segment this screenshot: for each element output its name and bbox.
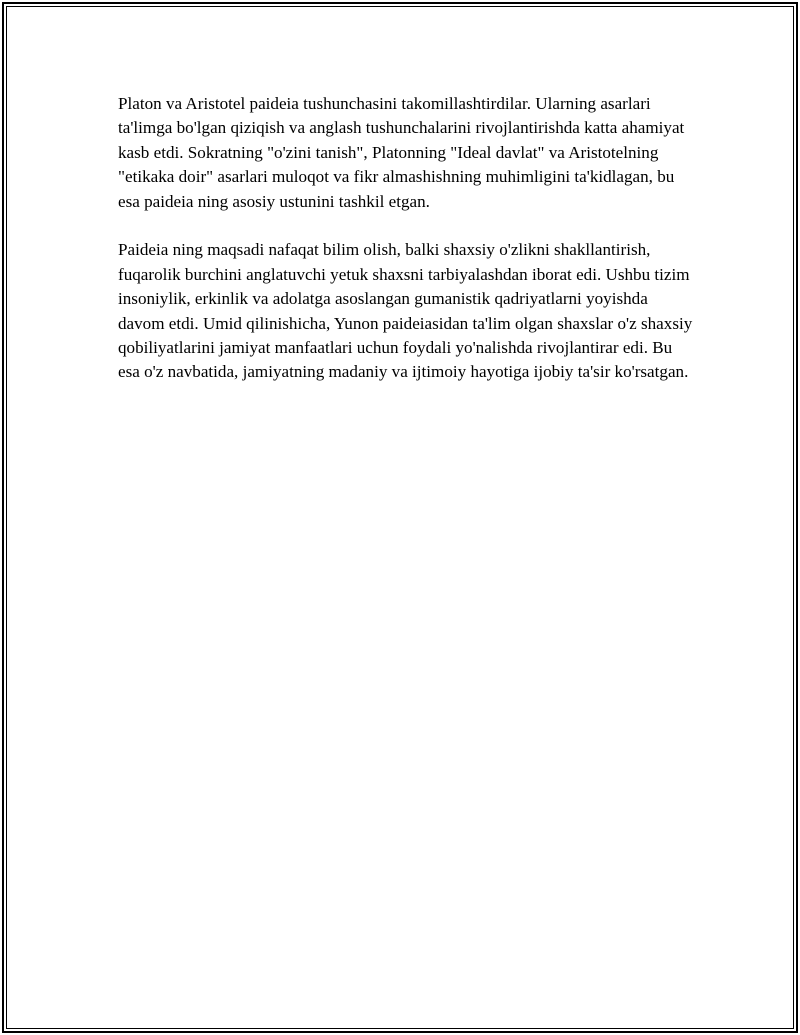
document-body <box>118 92 698 409</box>
paragraph-2: Paideia ning maqsadi nafaqat bilim olish, balki shaxsiy o'zlikni shakllantirish, fuqarolik burchini anglatuvchi yetuk shaxsni tarbiyalashdan iborat edi. Ushbu tizim insoniylik, erkinlik va adolatga asoslangan gumanistik qadriyatlarni yoyishda davom etdi. Umid qilinishicha, Yunon paideiasidan ta'lim olgan shaxslar o'z shaxsiy qobiliyatlarini jamiyat manfaatlari uchun foydali yo'nalishda rivojlantirar edi. Bu esa o'z navbatida, jamiyatning madaniy va ijtimoiy hayotiga ijobiy ta'sir ko'rsatgan. <box>118 240 693 382</box>
paragraph-1: Platon va Aristotel paideia tushunchasini takomillashtirdilar. Ularning asarlari ta'limga bo'lgan qiziqish va anglash tushunchalarini rivojlantirishda katta ahamiyat kasb etdi. Sokratning "o'zini tanish", Platonning "Ideal davlat" va Aristotelning "etikaka doir" asarlari muloqot va fikr almashishning muhimligini ta'kidlagan, bu esa paideia ning asosiy ustunini tashkil etgan. <box>118 94 685 211</box>
